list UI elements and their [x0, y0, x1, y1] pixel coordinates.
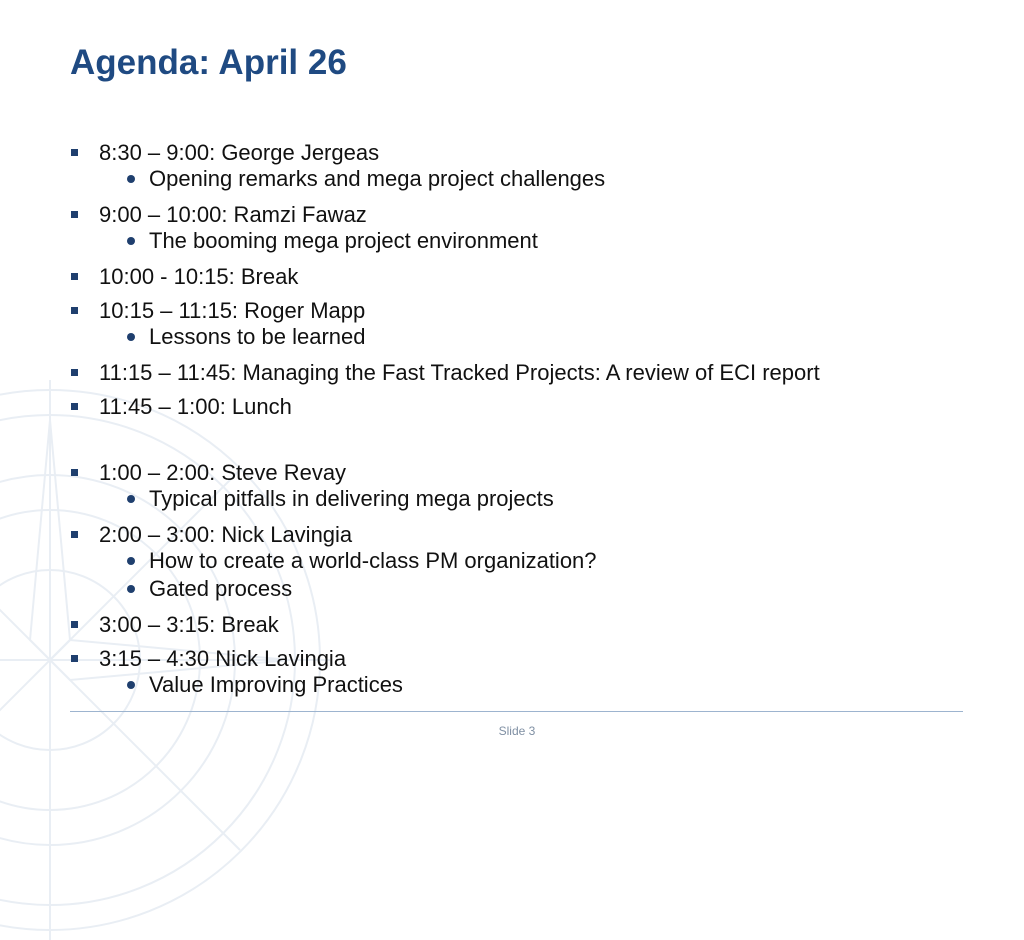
agenda-subitem-text: How to create a world-class PM organization? — [149, 548, 597, 573]
agenda-item-text: 3:15 – 4:30 Nick Lavingia — [99, 646, 347, 671]
agenda-item — [70, 646, 970, 698]
dot-bullet-icon — [127, 175, 135, 183]
agenda-item — [70, 522, 970, 602]
square-bullet-icon — [71, 621, 78, 628]
agenda-item-text: 9:00 – 10:00: Ramzi Fawaz — [99, 202, 367, 227]
agenda-item — [70, 298, 970, 350]
square-bullet-icon — [71, 307, 78, 314]
agenda-subitem — [99, 672, 970, 698]
dot-bullet-icon — [127, 557, 135, 565]
agenda-item-text: 10:15 – 11:15: Roger Mapp — [99, 298, 366, 323]
square-bullet-icon — [71, 469, 78, 476]
agenda-list — [70, 140, 970, 698]
slide-number: Slide 3 — [498, 724, 536, 738]
agenda-item-text: 10:00 - 10:15: Break — [99, 264, 299, 289]
agenda-subitem — [99, 576, 970, 602]
square-bullet-icon — [71, 149, 78, 156]
agenda-item-text: 3:00 – 3:15: Break — [99, 612, 279, 637]
agenda-item — [70, 612, 970, 638]
square-bullet-icon — [71, 403, 78, 410]
agenda-item — [70, 202, 970, 254]
agenda-item-text: 1:00 – 2:00: Steve Revay — [99, 460, 347, 485]
dot-bullet-icon — [127, 333, 135, 341]
agenda-subitem — [99, 324, 970, 350]
footer-divider — [70, 711, 963, 712]
agenda-subitem-text: Value Improving Practices — [149, 672, 403, 697]
agenda-subitem — [99, 166, 970, 192]
agenda-subitem-text: The booming mega project environment — [149, 228, 538, 253]
agenda-item — [70, 140, 970, 192]
agenda-subitem — [99, 228, 970, 254]
agenda-item — [70, 394, 970, 420]
dot-bullet-icon — [127, 495, 135, 503]
agenda-subitem — [99, 486, 970, 512]
agenda-item — [70, 460, 970, 512]
agenda-item — [70, 264, 970, 290]
agenda-subitem — [99, 548, 970, 574]
agenda-item-text: 11:45 – 1:00: Lunch — [99, 394, 292, 419]
agenda-item-text: 11:15 – 11:45: Managing the Fast Tracked Projects: A review of ECI report — [99, 360, 820, 385]
agenda-subitem-text: Gated process — [149, 576, 293, 601]
square-bullet-icon — [71, 273, 78, 280]
dot-bullet-icon — [127, 681, 135, 689]
slide-title: Agenda: April 26 — [70, 43, 347, 82]
square-bullet-icon — [71, 369, 78, 376]
dot-bullet-icon — [127, 585, 135, 593]
square-bullet-icon — [71, 531, 78, 538]
square-bullet-icon — [71, 211, 78, 218]
agenda-item — [70, 360, 970, 386]
agenda-subitem-text: Typical pitfalls in delivering mega projects — [149, 486, 554, 511]
dot-bullet-icon — [127, 237, 135, 245]
agenda-subitem-text: Lessons to be learned — [149, 324, 366, 349]
square-bullet-icon — [71, 655, 78, 662]
agenda-item-text: 2:00 – 3:00: Nick Lavingia — [99, 522, 353, 547]
agenda-subitem-text: Opening remarks and mega project challenges — [149, 166, 606, 191]
agenda-item-text: 8:30 – 9:00: George Jergeas — [99, 140, 380, 165]
